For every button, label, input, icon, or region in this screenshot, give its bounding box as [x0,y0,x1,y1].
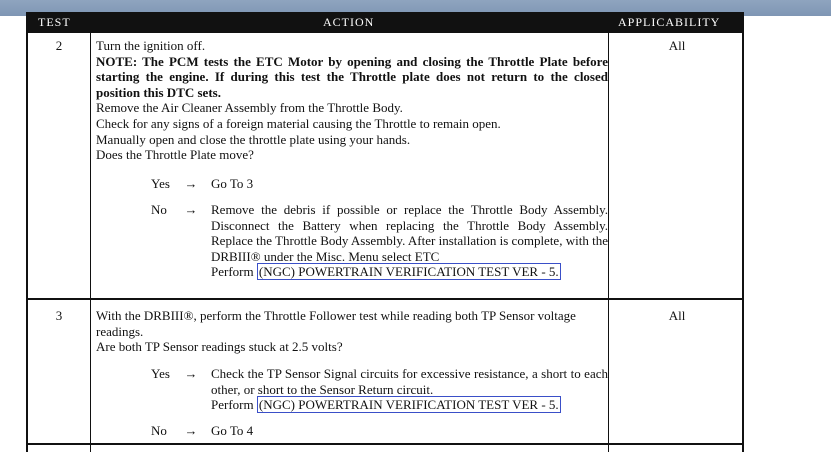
result-text: Remove the debris if possible or replace the Throttle Body Assembly. Disconnect the Battery when replacing the Throttle Body Assembly. Replace the Throttle Body Assembly. After installation is complete, with the DRBIII® under the Misc. Menu select ETC [211,202,608,264]
arrow-icon: → [184,176,198,191]
perform-line [211,397,608,413]
verification-test-link[interactable]: (NGC) POWERTRAIN VERIFICATION TEST VER - 5. [258,397,559,413]
header-test: TEST [38,15,71,29]
action-line: Remove the Air Cleaner Assembly from the Throttle Body. [96,100,403,116]
answer-result [211,202,608,280]
perform-label: Perform [211,397,254,413]
perform-label: Perform [211,264,254,280]
action-line: Manually open and close the throttle plate using your hands. [96,131,411,147]
action-intro: Turn the ignition off. [96,38,206,53]
action-question: Are both TP Sensor readings stuck at 2.5 volts? [96,339,343,355]
answer-label: Yes [151,176,170,191]
answer-label: Yes [151,366,170,381]
answer-label: No [151,423,167,438]
column-divider-applicability [608,33,609,452]
applicability-value: All [668,38,686,53]
column-divider-test [90,33,91,452]
answer-result [211,366,608,413]
arrow-icon: → [184,423,198,438]
result-text: Check the TP Sensor Signal circuits for excessive resistance, a short to each other, or short to the Sensor Return circuit. [211,366,608,397]
action-note: NOTE: The PCM tests the ETC Motor by opening and closing the Throttle Plate before starting the engine. If during this test the Throttle plate does not return to the closed position this DTC sets. [96,53,608,100]
action-text [96,38,608,163]
row-divider [28,443,742,445]
header-action: ACTION [323,15,375,29]
answer-result: Go To 4 [211,423,254,438]
row-divider [28,298,742,300]
applicability-value: All [668,308,686,323]
action-intro: With the DRBIII®, perform the Throttle Follower test while reading both TP Sensor voltage readings. [96,308,576,339]
header-applicability: APPLICABILITY [618,15,721,29]
arrow-icon: → [184,202,198,217]
table-header [28,12,742,33]
action-question: Does the Throttle Plate move? [96,147,254,163]
diagnostic-table [26,12,744,452]
arrow-icon: → [184,366,198,381]
action-line: Check for any signs of a foreign material causing the Throttle to remain open. [96,115,501,131]
verification-test-link[interactable]: (NGC) POWERTRAIN VERIFICATION TEST VER - 5. [258,264,559,280]
answer-label: No [151,202,167,217]
test-number: 3 [55,308,63,323]
test-number: 2 [55,38,63,53]
answer-result: Go To 3 [211,176,254,191]
action-text [96,308,608,355]
perform-line [211,264,608,280]
